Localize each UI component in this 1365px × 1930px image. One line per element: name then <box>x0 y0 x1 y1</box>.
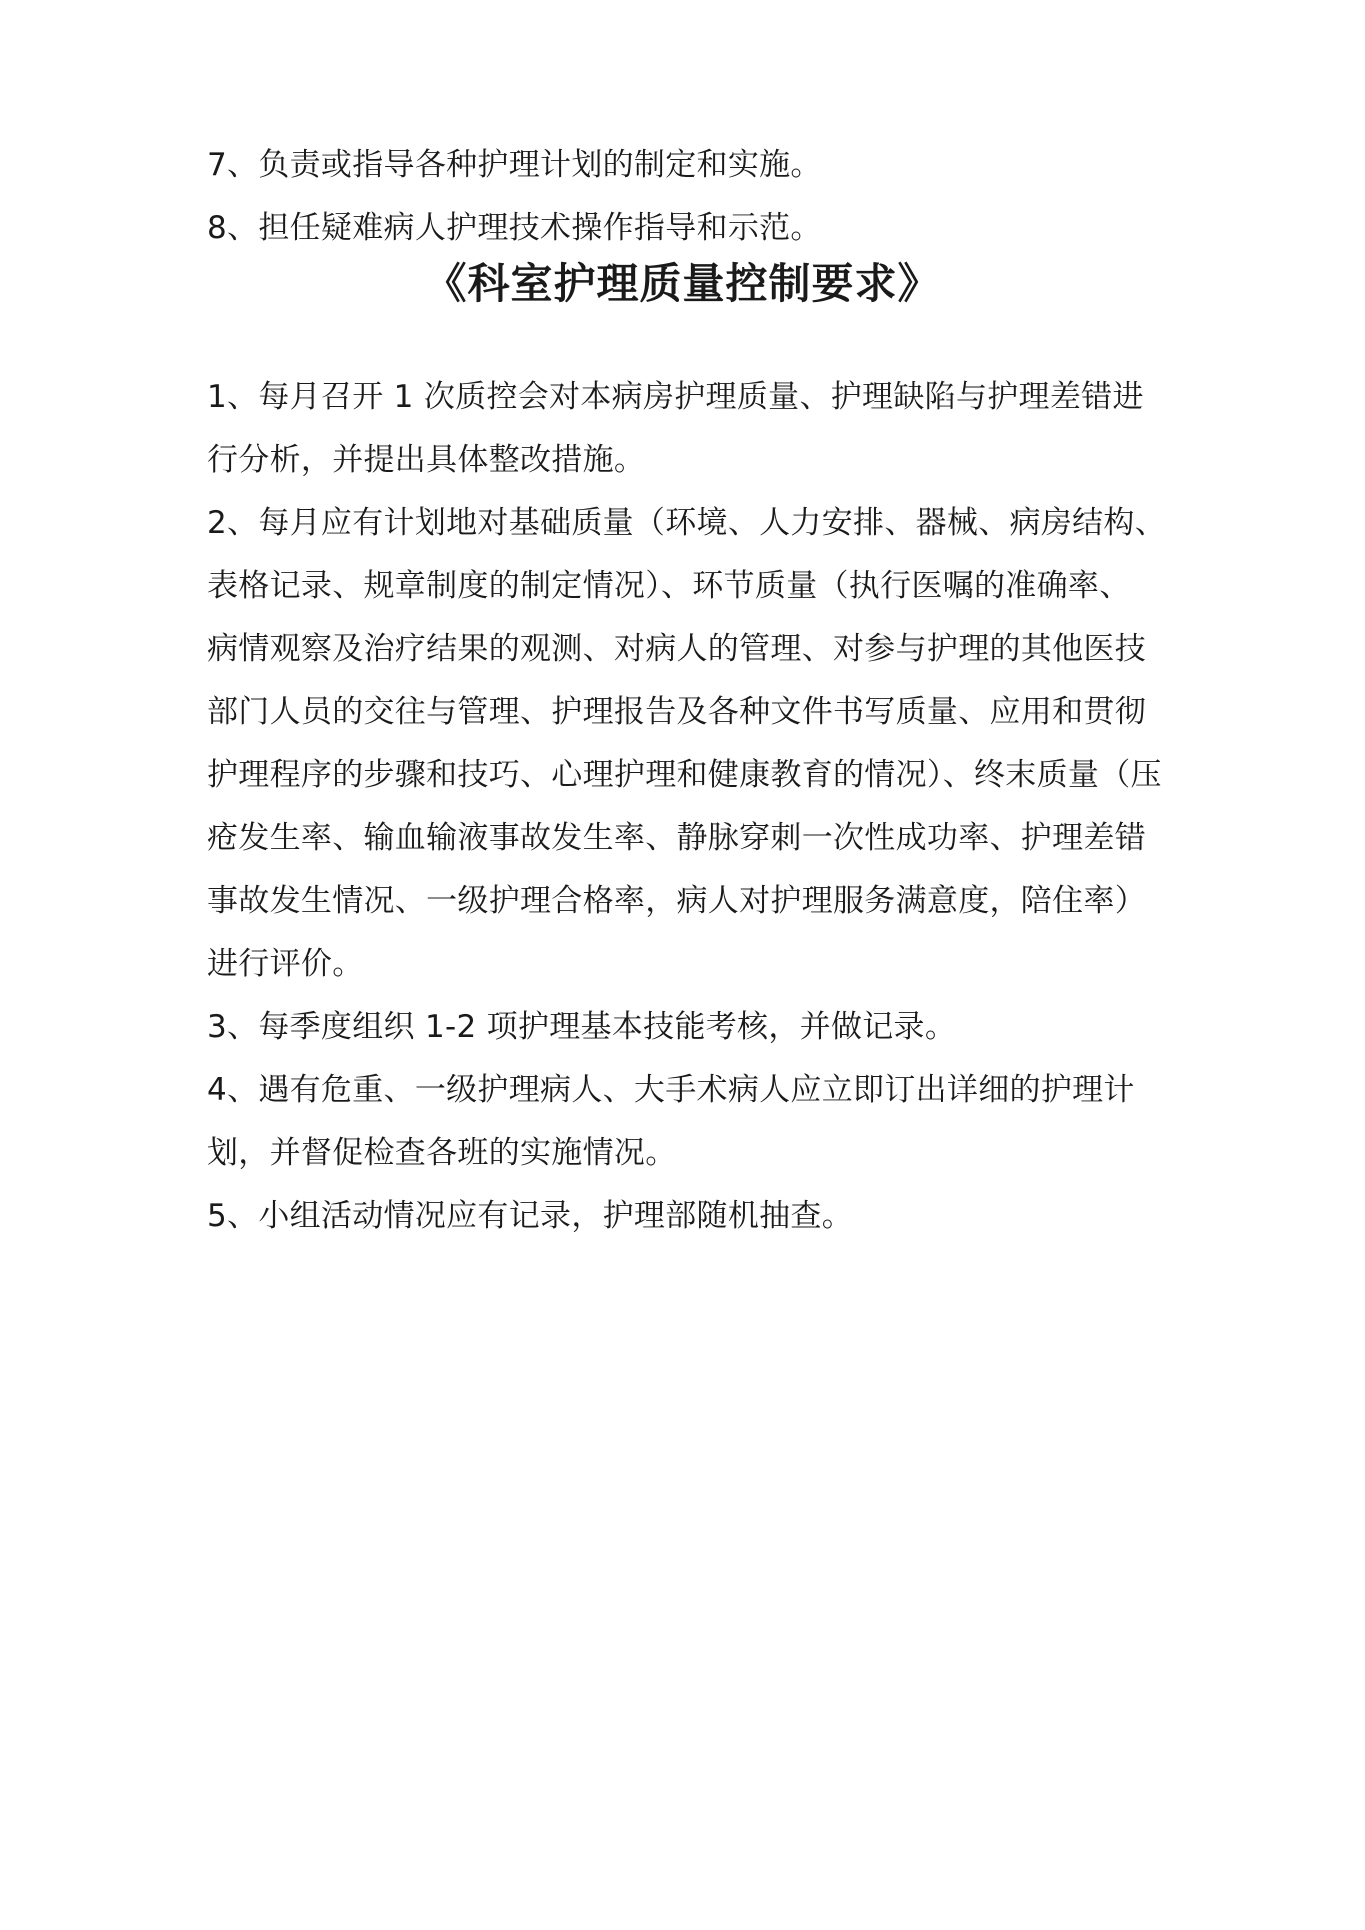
requirement-4-line-2: 划，并督促检查各班的实施情况。 <box>207 1135 677 1171</box>
requirement-2-line-2: 表格记录、规章制度的制定情况）、环节质量（执行医嘱的准确率、 <box>207 568 1131 604</box>
requirement-2-line-7: 事故发生情况、一级护理合格率，病人对护理服务满意度，陪住率） <box>207 883 1146 919</box>
list-item-7: 7、负责或指导各种护理计划的制定和实施。 <box>207 147 822 183</box>
requirements-list <box>207 366 1187 1248</box>
requirement-2-line-5: 护理程序的步骤和技巧、心理护理和健康教育的情况）、终末质量（压 <box>207 757 1162 793</box>
section-title: 《科室护理质量控制要求》 <box>424 259 941 308</box>
requirement-2-line-3: 病情观察及治疗结果的观测、对病人的管理、对参与护理的其他医技 <box>207 631 1146 667</box>
requirement-2-line-6: 疮发生率、输血输液事故发生率、静脉穿刺一次性成功率、护理差错 <box>207 820 1146 856</box>
requirement-3-line-1: 3、每季度组织 1-2 项护理基本技能考核，并做记录。 <box>207 1009 957 1045</box>
requirement-2-line-4: 部门人员的交往与管理、护理报告及各种文件书写质量、应用和贯彻 <box>207 694 1146 730</box>
requirement-2-line-1: 2、每月应有计划地对基础质量（环境、人力安排、器械、病房结构、 <box>207 505 1167 541</box>
list-item-8: 8、担任疑难病人护理技术操作指导和示范。 <box>207 210 822 246</box>
requirement-1-line-2: 行分析，并提出具体整改措施。 <box>207 442 646 478</box>
requirement-1-line-1: 1、每月召开 1 次质控会对本病房护理质量、护理缺陷与护理差错进 <box>207 379 1144 415</box>
intro-list <box>207 134 1187 260</box>
requirement-2-line-8: 进行评价。 <box>207 946 364 982</box>
requirement-4-line-1: 4、遇有危重、一级护理病人、大手术病人应立即订出详细的护理计 <box>207 1072 1135 1108</box>
requirement-5-line-1: 5、小组活动情况应有记录，护理部随机抽查。 <box>207 1198 854 1234</box>
